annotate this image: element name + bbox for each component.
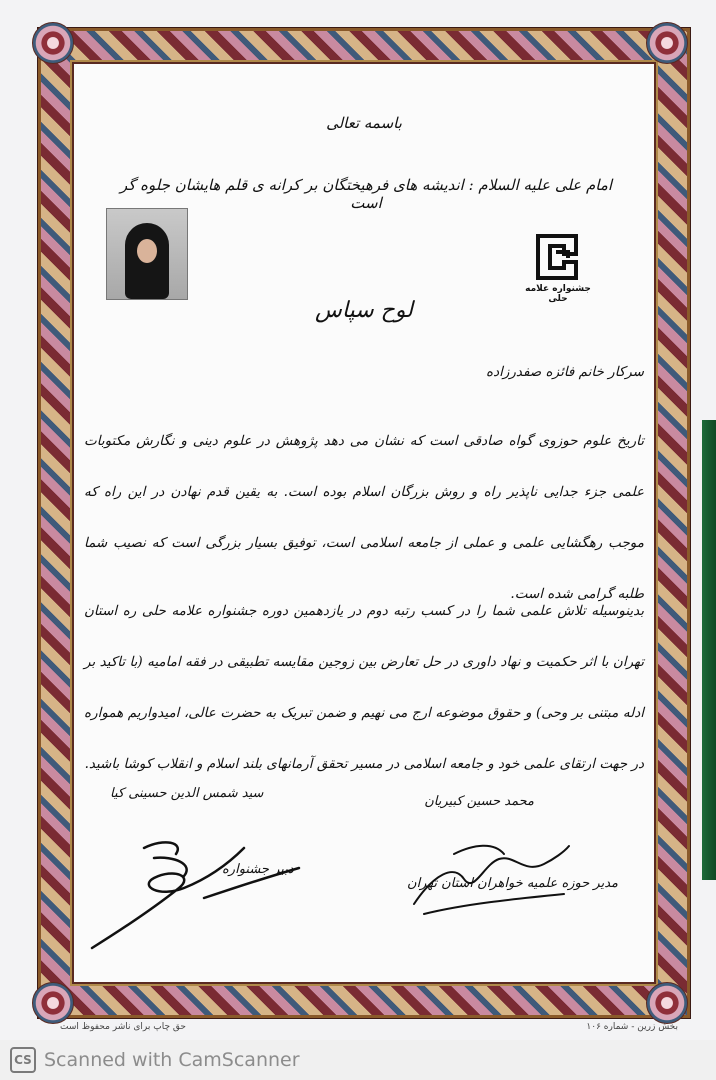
addressee: سرکار خانم فائزه صفدرزاده (486, 364, 644, 380)
footer-issue: بخش زرین - شماره ۱۰۶ (586, 1022, 678, 1032)
body-paragraph-2: بدینوسیله تلاش علمی شما را در کسب رتبه دوم در یازدهمین دوره جشنواره علامه حلی ره استان تهران با اثر حکمیت و نهاد داوری در حل تعارض بین زوجین مقایسه تطبیقی در فقه امامیه (با تاکید بر ادله مبتنی بر وحی) و حقوق موضوعه ارج می نهیم و ضمن تبریک به حضرت عالی، امیدواریم همواره در جهت ارتقای علمی خود و جامعه اسلامی در مسیر تحقق آرمانهای بلند اسلام و انقلاب کوشا باشید. (84, 603, 644, 772)
signatory-right-title: مدیر حوزه علمیه خواهران استان تهران (407, 876, 618, 891)
corner-rosette-top-left (32, 22, 74, 64)
bismillah: باسمه تعالی (326, 114, 402, 132)
signatory-left-name: سید شمس الدین حسینی کیا (110, 786, 264, 801)
camscanner-logo-icon: CS (10, 1047, 36, 1073)
corner-rosette-bottom-right (646, 982, 688, 1024)
recipient-photo (106, 208, 188, 300)
signatory-right-name: محمد حسین کبیریان (424, 794, 534, 809)
imam-ali-quote: امام علی علیه السلام : اندیشه های فرهیختگان بر کرانه ی قلم هایشان جلوه گر است (119, 176, 613, 212)
festival-logo-text: جشنواره علامه حلی (525, 284, 591, 304)
camscanner-label: Scanned with CamScanner (44, 1049, 300, 1071)
green-binder-edge (702, 420, 716, 880)
festival-logo (522, 232, 594, 308)
certificate-title: لوح سپاس (315, 298, 413, 323)
corner-rosette-bottom-left (32, 982, 74, 1024)
signature-left (84, 828, 304, 958)
festival-logo-icon (534, 232, 580, 282)
certificate-content (74, 64, 654, 980)
corner-rosette-top-right (646, 22, 688, 64)
signature-right (404, 834, 574, 924)
signatory-left-title: دبیر جشنواره (222, 862, 294, 877)
body-paragraph-1: تاریخ علوم حوزوی گواه صادقی است که نشان می دهد پژوهش در علوم دینی و نگارش مکتوبات علمی جزء جدایی ناپذیر راه و روش بزرگان اسلام بوده است. به یقین قدم نهادن در این راه که موجب رهگشایی علمی و عملی از جامعه اسلامی است، توفیق بسیار بزرگی است که نصیب شما طلبه گرامی شده است. (84, 433, 644, 602)
footer-copyright: حق چاپ برای ناشر محفوظ است (60, 1022, 186, 1032)
camscanner-watermark (0, 1040, 716, 1080)
